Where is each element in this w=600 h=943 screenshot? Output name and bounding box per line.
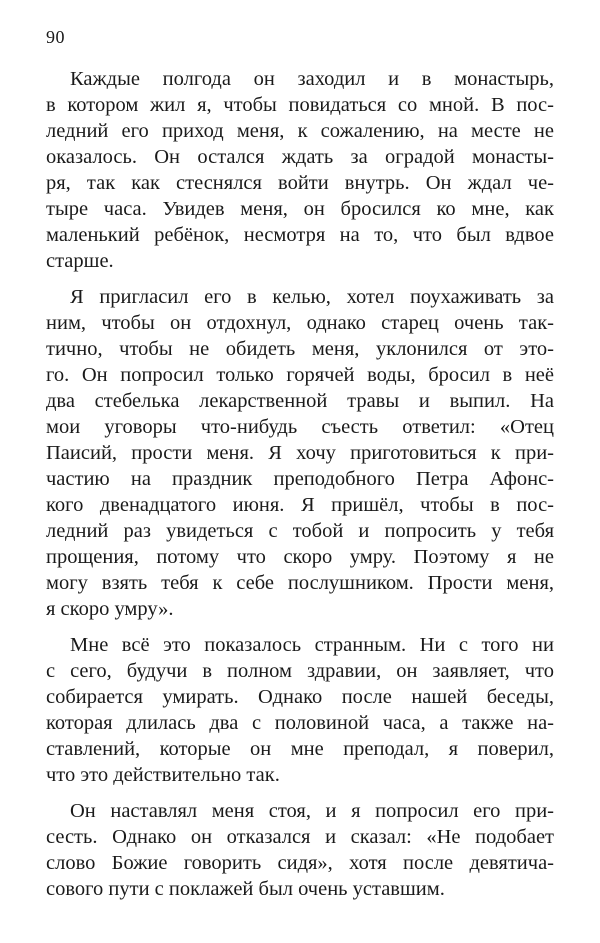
text-line: что это действительно так. — [46, 764, 280, 786]
text-line: сесть. Однако он отказался и сказал: «Не подобает — [46, 826, 554, 848]
text-line: прощения, потому что скоро умру. Поэтому я не — [46, 546, 554, 568]
text-line: ря, так как стеснялся войти внутрь. Он ждал че- — [46, 172, 554, 194]
text-line: ледний его приход меня, к сожалению, на месте не — [46, 120, 554, 142]
text-line: сового пути с поклажей был очень уставшим. — [46, 878, 445, 900]
text-line: маленький ребёнок, несмотря на то, что был вдвое — [46, 224, 554, 246]
text-line: Каждые полгода он заходил и в монастырь, — [70, 68, 554, 90]
text-line: в котором жил я, чтобы повидаться со мной. В пос- — [46, 94, 554, 116]
text-line: го. Он попросил только горячей воды, бросил в неё — [46, 364, 554, 386]
text-line: Мне всё это показалось странным. Ни с того ни — [70, 634, 554, 656]
text-line: тыре часа. Увидев меня, он бросился ко мне, как — [46, 198, 554, 220]
text-line: которая длилась два с половиной часа, а также на- — [46, 712, 554, 734]
text-line: ставлений, которые он мне преподал, я поверил, — [46, 738, 554, 760]
text-line: я скоро умру». — [46, 598, 174, 620]
text-line: старше. — [46, 250, 114, 272]
text-line: частию на праздник преподобного Петра Афонс- — [46, 468, 554, 490]
body-text — [46, 66, 554, 912]
paragraph — [46, 66, 554, 274]
text-line: тично, чтобы не обидеть меня, уклонился от это- — [46, 338, 554, 360]
text-line: Он наставлял меня стоя, и я попросил его при- — [70, 800, 554, 822]
text-line: два стебелька лекарственной травы и выпил. На — [46, 390, 554, 412]
text-line: ним, чтобы он отдохнул, однако старец очень так- — [46, 312, 554, 334]
text-line: оказалось. Он остался ждать за оградой монасты- — [46, 146, 554, 168]
text-line: слово Божие говорить сидя», хотя после девятича- — [46, 852, 554, 874]
text-line: могу взять тебя к себе послушником. Прости меня, — [46, 572, 554, 594]
page-number: 90 — [46, 27, 65, 47]
text-line: Я пригласил его в келью, хотел поухаживать за — [70, 286, 554, 308]
paragraph — [46, 798, 554, 902]
text-line: ледний раз увидеться с тобой и попросить у тебя — [46, 520, 554, 542]
text-line: Паисий, прости меня. Я хочу приготовиться к при- — [46, 442, 554, 464]
paragraph — [46, 284, 554, 622]
paragraph — [46, 632, 554, 788]
text-line: мои уговоры что-нибудь съесть ответил: «Отец — [46, 416, 554, 438]
text-line: с сего, будучи в полном здравии, он заявляет, что — [46, 660, 554, 682]
text-line: собирается умирать. Однако после нашей беседы, — [46, 686, 554, 708]
text-line: кого двенадцатого июня. Я пришёл, чтобы в пос- — [46, 494, 554, 516]
